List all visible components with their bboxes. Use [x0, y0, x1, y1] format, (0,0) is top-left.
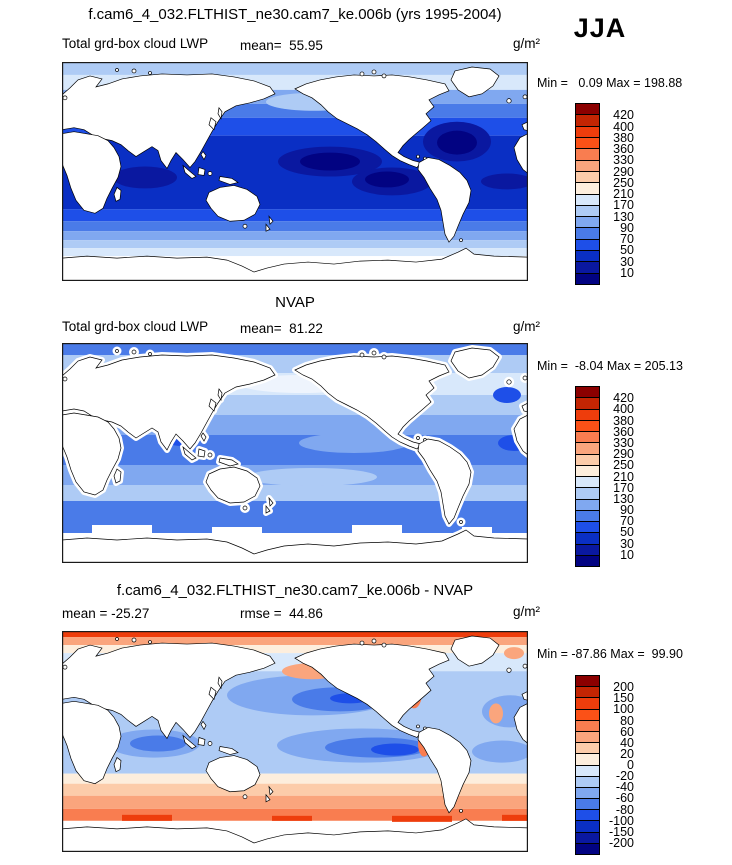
colorbar-segment: [576, 832, 599, 843]
colorbar-segment: [576, 454, 599, 465]
colorbar-segment: [576, 686, 599, 697]
colorbar-tick-label: 290: [613, 164, 634, 179]
colorbar-tick-label: 30: [620, 254, 634, 269]
colorbar-segment: [576, 104, 599, 114]
colorbar-segment: [576, 787, 599, 798]
colorbar-segment: [576, 442, 599, 453]
colorbar-segment: [576, 499, 599, 510]
colorbar-segment: [576, 182, 599, 193]
colorbar-tick-label: 250: [613, 175, 634, 190]
colorbar-segment: [576, 114, 599, 125]
colorbar-segment: [576, 544, 599, 555]
colorbar-segment: [576, 137, 599, 148]
colorbar-tick-label: -100: [608, 813, 634, 828]
colorbar-segment: [576, 555, 599, 566]
colorbar-segment: [576, 148, 599, 159]
colorbar-segment: [576, 510, 599, 521]
colorbar-segment: [576, 397, 599, 408]
map-nvap-lwp: [62, 343, 528, 563]
colorbar-tick-label: 290: [613, 446, 634, 461]
colorbar-tick-label: 360: [613, 141, 634, 156]
colorbar-tick-label: 380: [613, 130, 634, 145]
colorbar-tick-label: 10: [620, 547, 634, 562]
colorbar-tick-label: 360: [613, 424, 634, 439]
colorbar-tick-label: 10: [620, 265, 634, 280]
colorbar-segment: [576, 420, 599, 431]
colorbar-tick-label: 400: [613, 119, 634, 134]
colorbar-tick-label: -40: [615, 780, 634, 794]
panel2-minmax: Min = -8.04 Max = 205.13: [537, 359, 683, 373]
panel2-colorbar: [575, 386, 634, 567]
colorbar-segment: [576, 532, 599, 543]
colorbar-segment: [576, 160, 599, 171]
map-model-lwp: [62, 62, 528, 281]
colorbar-segment: [576, 843, 599, 854]
colorbar-segment: [576, 216, 599, 227]
colorbar-segment: [576, 753, 599, 764]
colorbar-segment: [576, 171, 599, 182]
colorbar-segment: [576, 431, 599, 442]
colorbar-tick-label: 420: [613, 108, 634, 122]
colorbar-segment: [576, 465, 599, 476]
colorbar-segment: [576, 205, 599, 216]
colorbar-tick-label: 170: [613, 480, 634, 495]
colorbar-tick-label: 30: [620, 536, 634, 551]
colorbar-tick-label: 330: [613, 435, 634, 450]
colorbar-segment: [576, 820, 599, 831]
colorbar-segment: [576, 194, 599, 205]
panel2-mean-value: mean= 81.22: [240, 321, 323, 336]
panel2-units: g/m²: [513, 319, 540, 334]
colorbar-tick-label: 90: [620, 502, 634, 517]
colorbar-segment: [576, 487, 599, 498]
panel1-variable-label: Total grd-box cloud LWP: [62, 36, 209, 51]
colorbar-tick-label: 210: [613, 186, 634, 201]
colorbar-segment: [576, 798, 599, 809]
colorbar-segment: [576, 227, 599, 238]
colorbar-segment: [576, 809, 599, 820]
colorbar-tick-label: 210: [613, 469, 634, 484]
colorbar-tick-label: 130: [613, 209, 634, 224]
map-difference-lwp: [62, 631, 528, 852]
colorbar-tick-label: 170: [613, 198, 634, 212]
panel1-units: g/m²: [513, 36, 540, 51]
colorbar-tick-label: 100: [613, 702, 634, 717]
panel2-title: NVAP: [275, 294, 315, 311]
colorbar-tick-label: 420: [613, 390, 634, 405]
colorbar-segment: [576, 239, 599, 250]
colorbar-segment: [576, 720, 599, 731]
colorbar-segment: [576, 676, 599, 686]
colorbar-tick-label: 400: [613, 402, 634, 417]
colorbar-segment: [576, 765, 599, 776]
colorbar-segment: [576, 697, 599, 708]
colorbar-tick-label: 200: [613, 679, 634, 694]
colorbar-tick-label: 60: [620, 724, 634, 739]
colorbar-tick-label: -150: [608, 824, 634, 839]
panel1-colorbar: [575, 103, 634, 285]
panel1-minmax: Min = 0.09 Max = 198.88: [537, 76, 683, 90]
colorbar-segment: [576, 126, 599, 137]
colorbar-tick-label: -80: [615, 802, 634, 817]
colorbar-tick-label: -60: [615, 791, 634, 806]
colorbar-segment: [576, 776, 599, 787]
colorbar-tick-label: 70: [620, 514, 634, 528]
colorbar-tick-label: 130: [613, 491, 634, 506]
colorbar-segment: [576, 261, 599, 272]
colorbar-tick-label: 20: [620, 746, 634, 761]
colorbar-segment: [576, 273, 599, 284]
colorbar-tick-label: 70: [620, 231, 634, 246]
panel3-mean-value: mean = -25.27: [62, 606, 150, 621]
panel1-mean-value: mean= 55.95: [240, 38, 323, 53]
panel3-colorbar: [575, 675, 634, 855]
colorbar-tick-label: 150: [613, 691, 634, 705]
panel3-title: f.cam6_4_032.FLTHIST_ne30.cam7_ke.006b - NVAP: [116, 582, 474, 599]
colorbar-segment: [576, 476, 599, 487]
colorbar-tick-label: -200: [608, 835, 634, 850]
colorbar-tick-label: 40: [620, 735, 634, 750]
colorbar-tick-label: 90: [620, 220, 634, 235]
season-label: JJA: [573, 13, 627, 43]
colorbar-tick-label: 80: [620, 713, 634, 728]
colorbar-tick-label: 250: [613, 458, 634, 473]
panel3-units: g/m²: [513, 604, 540, 619]
colorbar-segment: [576, 742, 599, 753]
panel3-minmax: Min = -87.86 Max = 99.90: [537, 647, 683, 661]
colorbar-segment: [576, 250, 599, 261]
colorbar-tick-label: 380: [613, 413, 634, 428]
colorbar-tick-label: 50: [620, 243, 634, 257]
colorbar-segment: [576, 709, 599, 720]
colorbar-tick-label: -20: [615, 768, 634, 783]
panel2-variable-label: Total grd-box cloud LWP: [62, 319, 209, 334]
panel1-title: f.cam6_4_032.FLTHIST_ne30.cam7_ke.006b (yrs 1995-2004): [88, 6, 502, 23]
colorbar-segment: [576, 731, 599, 742]
colorbar-segment: [576, 387, 599, 397]
panel3-rmse-value: rmse = 44.86: [240, 606, 323, 621]
colorbar-tick-label: 50: [620, 525, 634, 540]
colorbar-segment: [576, 409, 599, 420]
colorbar-tick-label: 0: [627, 757, 634, 772]
colorbar-segment: [576, 521, 599, 532]
colorbar-tick-label: 330: [613, 153, 634, 167]
